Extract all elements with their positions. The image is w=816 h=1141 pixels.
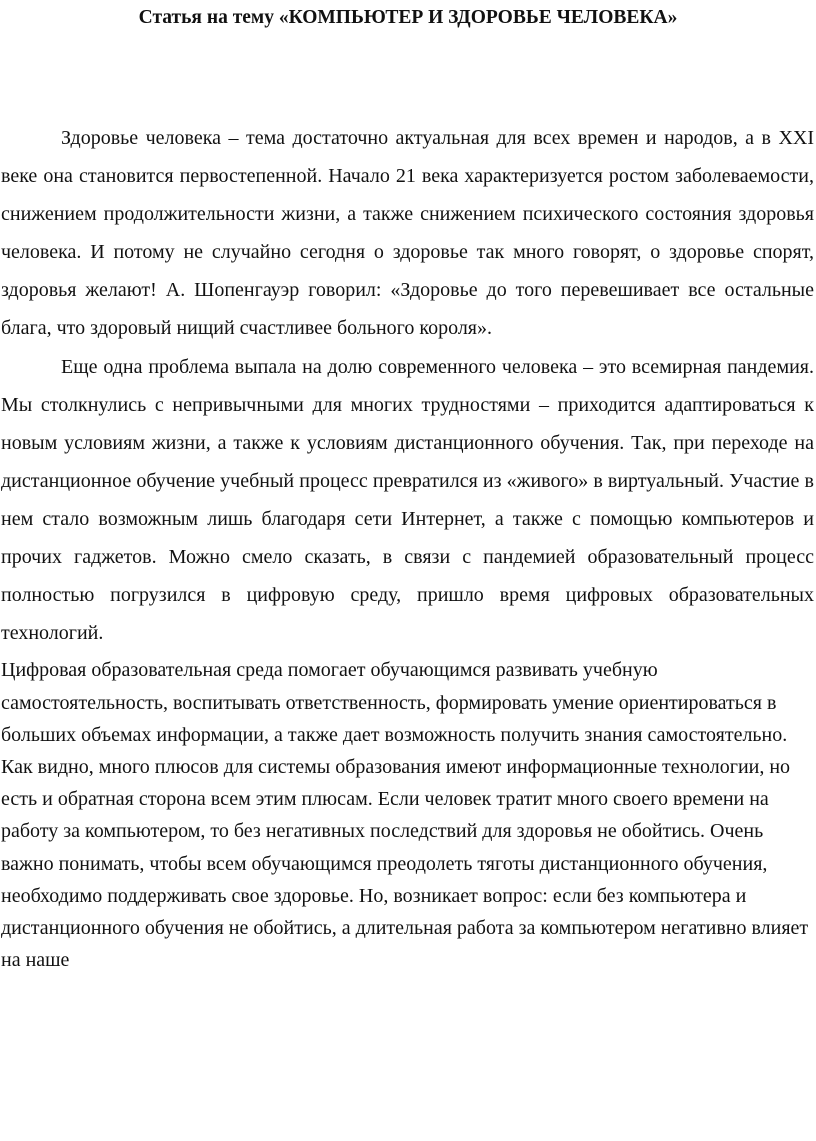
paragraph-intro-health: Здоровье человека – тема достаточно актуальная для всех времен и народов, а в XXI веке она становится первостепенной. Начало 21 века характеризуется ростом заболеваемости, снижением продолжительности жизни, а также снижением психического состояния здоровья человека. И потому не случайно сегодня о здоровье так много говорят, о здоровье спорят, здоровья желают! А. Шопенгауэр говорил: «Здоровье до того перевешивает все остальные блага, что здоровый нищий счастливее больного короля».	[1, 127, 814, 340]
document-body	[1, 119, 814, 976]
document-title: Статья на тему «КОМПЬЮТЕР И ЗДОРОВЬЕ ЧЕЛОВЕКА»	[138, 7, 678, 28]
paragraph-digital-environment: Цифровая образовательная среда помогает обучающимся развивать учебную самостоятельность, воспитывать ответственность, формировать умение ориентироваться в больших объемах информации, а также дает возможность получить знания самостоятельно. Как видно, много плюсов для системы образования имеют информационные технологии, но есть и обратная сторона всем этим плюсам. Если человек тратит много своего времени на работу за компьютером, то без негативных последствий для здоровья не обойтись. Очень важно понимать, чтобы всем обучающимся преодолеть тяготы дистанционного обучения, необходимо поддерживать свое здоровье. Но, возникает вопрос: если без компьютера и дистанционного обучения не обойтись, а длительная работа за компьютером негативно влияет на наше	[1, 659, 809, 972]
paragraph-pandemic: Еще одна проблема выпала на долю современного человека – это всемирная пандемия. Мы столкнулись с непривычными для многих трудностями – приходится адаптироваться к новым условиям жизни, а также к условиям дистанционного обучения. Так, при переходе на дистанционное обучение учебный процесс превратился из «живого» в виртуальный. Участие в нем стало возможным лишь благодаря сети Интернет, а также с помощью компьютеров и прочих гаджетов. Можно смело сказать, в связи с пандемией образовательный процесс полностью погрузился в цифровую среду, пришло время цифровых образовательных технологий.	[1, 355, 814, 645]
